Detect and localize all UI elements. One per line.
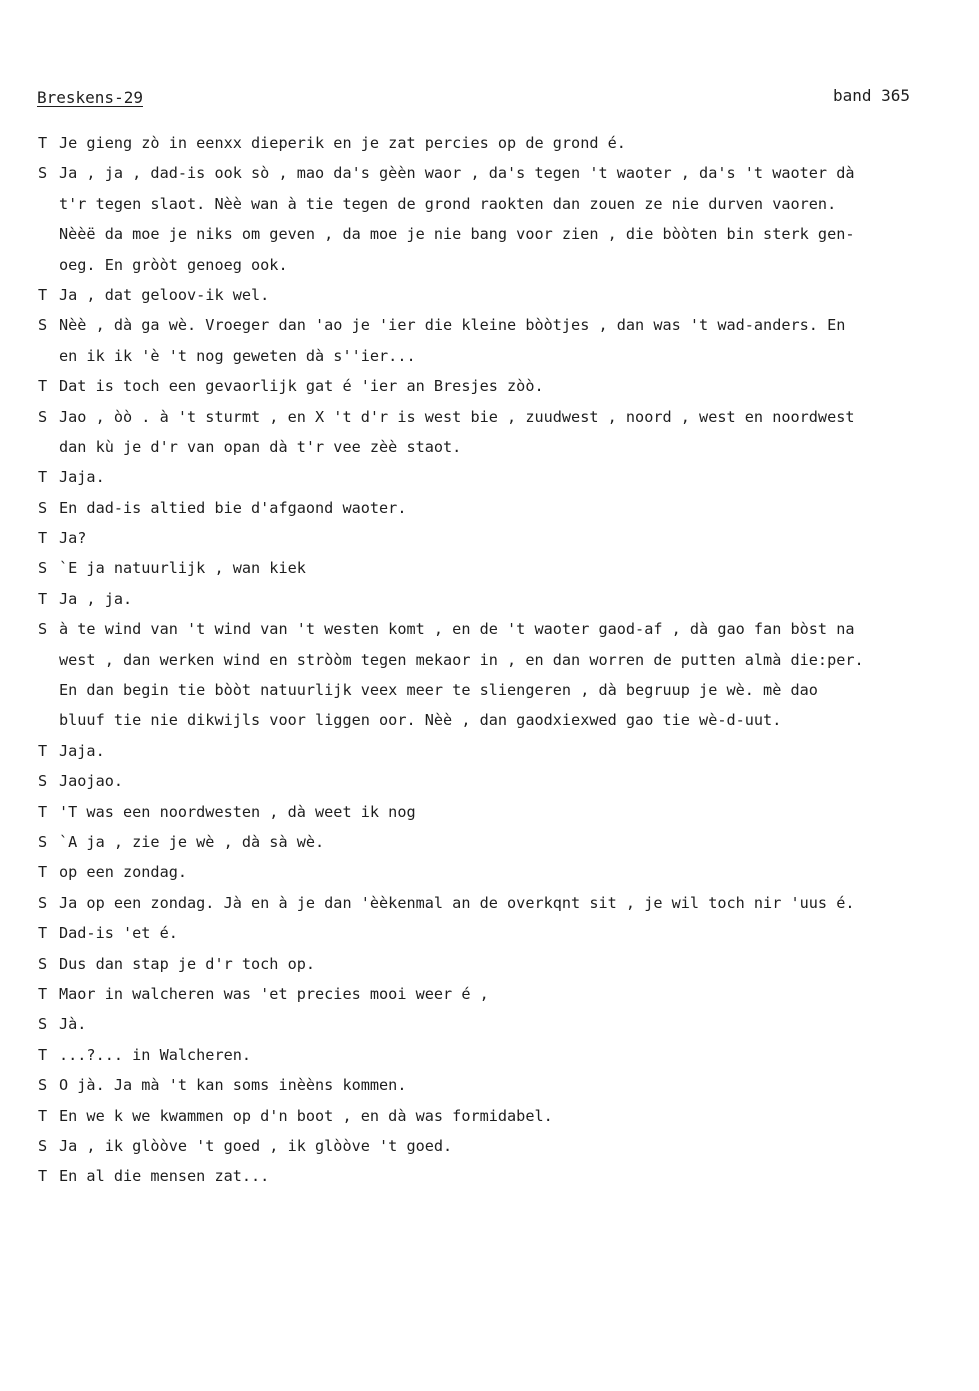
speaker-label: T [38, 984, 48, 1003]
document-id: Breskens-29 [37, 88, 143, 107]
utterance-text: Dus dan stap je d'r toch op. [59, 954, 316, 973]
transcript-line [38, 736, 979, 766]
utterance-text: Ja , ik glòòve 't goed , ik glòòve 't goed. [59, 1136, 453, 1155]
speaker-label: S [38, 498, 48, 517]
speaker-label: T [38, 134, 48, 152]
utterance-text: à te wind van 't wind van 't westen komt , en de 't waoter gaod-af , dà gao fan bòst na [59, 620, 855, 639]
utterance-text: Dat is toch een gevaorlijk gat é 'ier an Bresjes zòò. [59, 377, 544, 396]
transcript-line [38, 614, 979, 644]
speaker-label: T [38, 589, 48, 608]
utterance-text: Jao , òò . à 't sturmt , en X 't d'r is west bie , zuudwest , noord , west en noordwest [59, 407, 855, 426]
transcript-line [38, 1131, 979, 1161]
speaker-label: T [38, 1167, 48, 1186]
speaker-label: S [38, 164, 48, 183]
utterance-text: `A ja , zie je wè , dà sà wè. [59, 832, 325, 851]
utterance-text: Ja , ja. [59, 589, 133, 608]
transcript-line [38, 766, 979, 796]
speaker-label: S [38, 1015, 48, 1034]
speaker-label: S [38, 620, 48, 639]
transcript-line [38, 553, 979, 583]
utterance-text: Maor in walcheren was 'et precies mooi weer é , [59, 984, 489, 1003]
utterance-text: `E ja natuurlijk , wan kiek [59, 559, 306, 578]
utterance-text: Jaja. [59, 741, 105, 760]
transcript-line [38, 584, 979, 614]
transcript-line [38, 310, 979, 340]
transcript-line [38, 918, 979, 948]
utterance-text: Jà. [59, 1015, 87, 1034]
utterance-text: Ja , dat geloov-ik wel. [59, 285, 270, 304]
utterance-text: en ik ik 'è 't nog geweten dà s''ier... [59, 346, 416, 365]
speaker-label: S [38, 407, 48, 426]
transcript-line [38, 675, 979, 705]
utterance-text: op een zondag. [59, 863, 188, 882]
speaker-label: T [38, 863, 48, 882]
utterance-text: 'T was een noordwesten , dà weet ik nog [59, 802, 416, 821]
utterance-text: Jaojao. [59, 772, 124, 791]
speaker-label: T [38, 285, 48, 304]
speaker-label: T [38, 468, 48, 487]
transcript-line [38, 645, 979, 675]
transcript-line [38, 402, 979, 432]
transcript-line [38, 1161, 979, 1191]
speaker-label: T [38, 377, 48, 396]
tape-number: band 365 [833, 86, 911, 105]
transcript-line [38, 1101, 979, 1131]
speaker-label: S [38, 316, 48, 335]
transcript-line [38, 341, 979, 371]
utterance-text: Jaja. [59, 468, 105, 487]
transcript-line [38, 128, 979, 158]
utterance-text: O jà. Ja mà 't kan soms inèèns kommen. [59, 1076, 407, 1095]
utterance-text: t'r tegen slaot. Nèè wan à tie tegen de grond raokten dan zouen ze nie durven vaoren. [59, 194, 837, 213]
transcript-line [38, 1040, 979, 1070]
transcript-line [38, 250, 979, 280]
transcript-line [38, 1009, 979, 1039]
transcript-line [38, 432, 979, 462]
transcript-line [38, 1070, 979, 1100]
utterance-text: Nèè , dà ga wè. Vroeger dan 'ao je 'ier die kleine bòòtjes , dan was 't wad-anders. En [59, 316, 846, 335]
utterance-text: oeg. En gròòt genoeg ook. [59, 255, 288, 274]
speaker-label: S [38, 1076, 48, 1095]
transcript-line [38, 979, 979, 1009]
speaker-label: T [38, 741, 48, 760]
utterance-text: En al die mensen zat... [59, 1167, 270, 1186]
transcript-line [38, 371, 979, 401]
utterance-text: Ja? [59, 529, 87, 548]
utterance-text: Je gieng zò in eenxx dieperik en je zat percies op de grond é. [59, 134, 626, 152]
transcript-line [38, 219, 979, 249]
utterance-text: bluuf tie nie dikwijls voor liggen oor. Nèè , dan gaodxiexwed gao tie wè-d-uut. [59, 711, 782, 730]
transcript-line [38, 949, 979, 979]
transcript-line [38, 158, 979, 188]
utterance-text: En dan begin tie bòòt natuurlijk veex meer te sliengeren , dà begruup je wè. mè dao [59, 681, 818, 700]
utterance-text: west , dan werken wind en stròòm tegen mekaor in , en dan worren de putten almà die:per. [59, 650, 864, 669]
utterance-text: Ja , ja , dad-is ook sò , mao da's gèèn waor , da's tegen 't waoter , da's 't waoter dà [59, 164, 855, 183]
transcript-line [38, 797, 979, 827]
speaker-label: S [38, 559, 48, 578]
speaker-label: S [38, 893, 48, 912]
utterance-text: dan kù je d'r van opan dà t'r vee zèè staot. [59, 437, 462, 456]
transcript-line [38, 280, 979, 310]
transcript-line [38, 189, 979, 219]
speaker-label: S [38, 832, 48, 851]
transcript-line [38, 888, 979, 918]
utterance-text: En we k we kwammen op d'n boot , en dà was formidabel. [59, 1106, 553, 1125]
utterance-text: Dad-is 'et é. [59, 924, 178, 943]
utterance-text: Ja op een zondag. Jà en à je dan 'èèkenmal an de overkqnt sit , je wil toch nir 'uus é. [59, 893, 855, 912]
utterance-text: ...?... in Walcheren. [59, 1045, 252, 1064]
speaker-label: T [38, 924, 48, 943]
speaker-label: T [38, 529, 48, 548]
transcript-line [38, 857, 979, 887]
speaker-label: S [38, 954, 48, 973]
speaker-label: T [38, 1045, 48, 1064]
utterance-text: Nèèë da moe je niks om geven , da moe je nie bang voor zien , die bòòten bin sterk gen- [59, 225, 855, 244]
speaker-label: S [38, 772, 48, 791]
speaker-label: S [38, 1136, 48, 1155]
transcript-line [38, 705, 979, 735]
utterance-text: En dad-is altied bie d'afgaond waoter. [59, 498, 407, 517]
transcript-line [38, 462, 979, 492]
speaker-label: T [38, 802, 48, 821]
transcript-body [38, 128, 979, 1192]
transcript-line [38, 523, 979, 553]
transcript-line [38, 827, 979, 857]
transcript-line [38, 493, 979, 523]
speaker-label: T [38, 1106, 48, 1125]
